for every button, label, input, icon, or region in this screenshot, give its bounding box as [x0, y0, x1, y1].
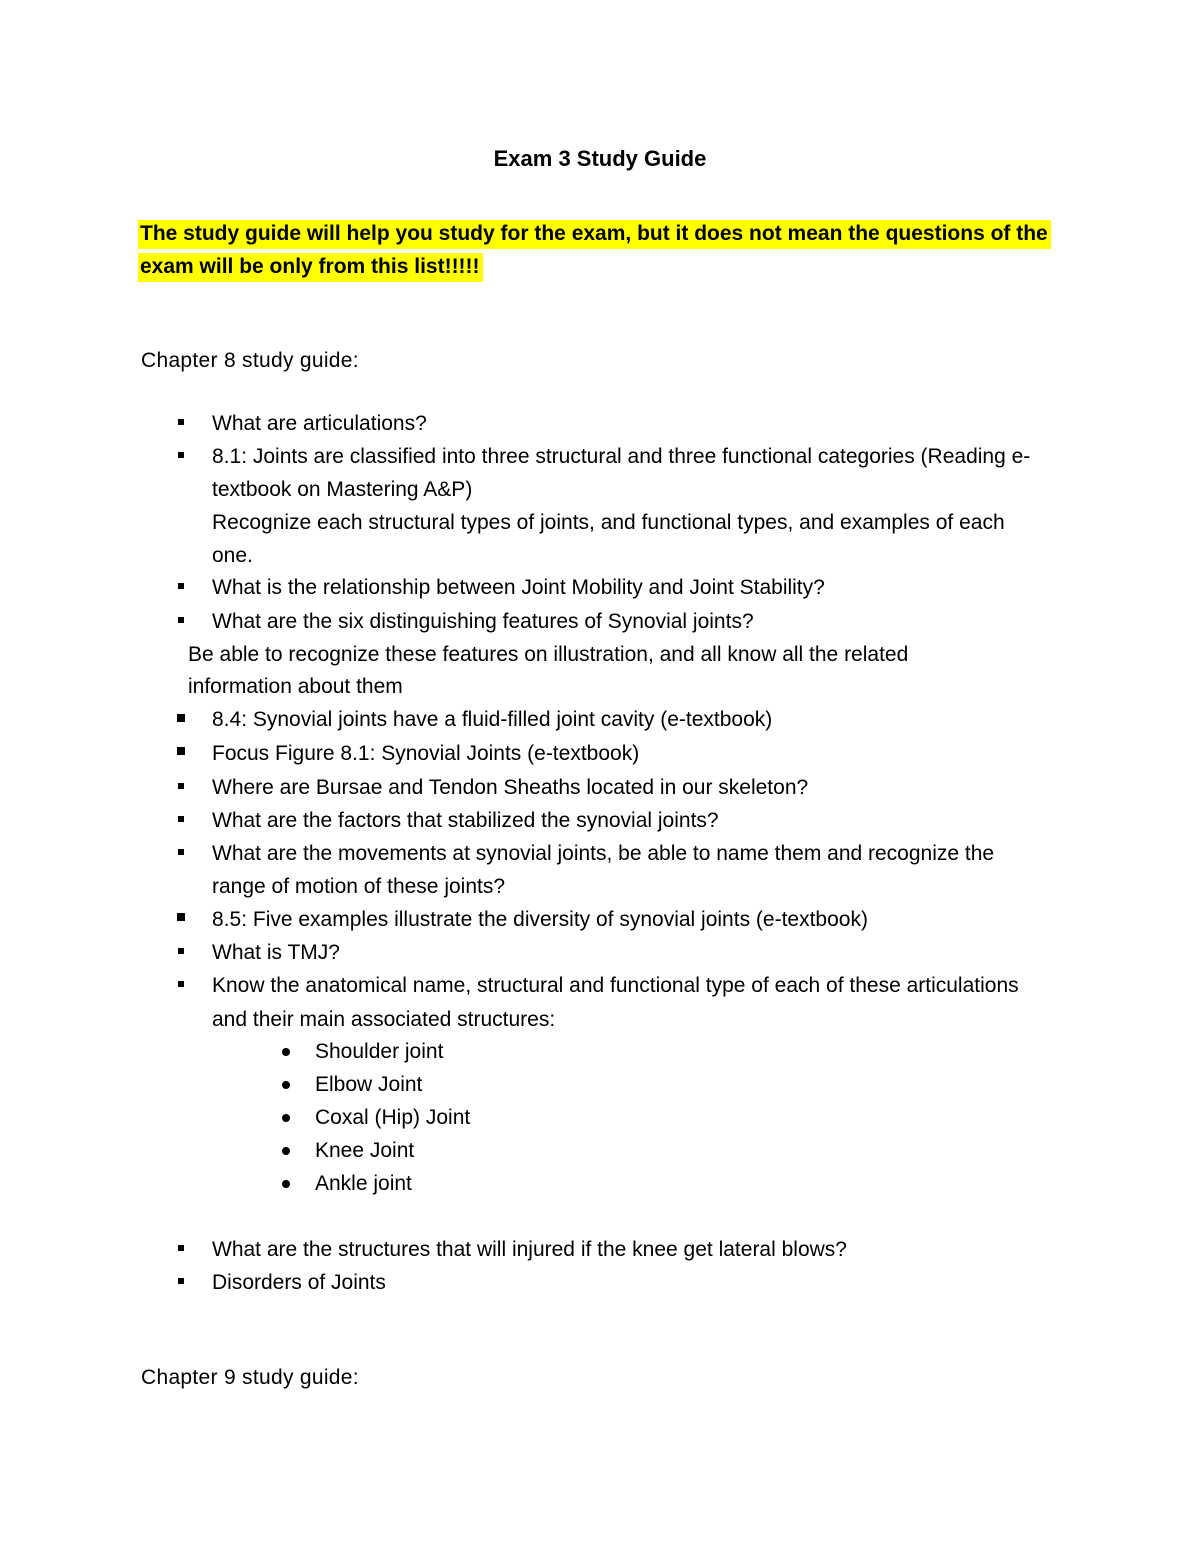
sub-list-item: Shoulder joint: [315, 1040, 444, 1063]
bullet-square-icon: [178, 1245, 184, 1251]
list-item: What is TMJ?: [212, 941, 340, 964]
list-item-continuation: and their main associated structures:: [212, 1008, 556, 1031]
list-item: Disorders of Joints: [212, 1271, 386, 1294]
sub-list-item: Knee Joint: [315, 1139, 415, 1162]
bullet-dot-icon: [282, 1180, 290, 1188]
list-item: What are the structures that will injured if the knee get lateral blows?: [212, 1238, 847, 1261]
sub-list-item: Elbow Joint: [315, 1073, 423, 1096]
list-note: Be able to recognize these features on illustration, and all know all the related: [188, 643, 909, 666]
bullet-square-icon: [177, 913, 185, 921]
bullet-square-icon: [178, 1278, 184, 1284]
list-item: 8.1: Joints are classified into three structural and three functional categories (Reading e-: [212, 445, 1031, 468]
sub-list-item: Ankle joint: [315, 1172, 412, 1195]
list-item: Know the anatomical name, structural and functional type of each of these articulations: [212, 974, 1019, 997]
bullet-square-icon: [178, 452, 184, 458]
list-item-continuation: range of motion of these joints?: [212, 875, 506, 898]
list-item: 8.5: Five examples illustrate the diversity of synovial joints (e-textbook): [212, 908, 868, 931]
bullet-square-icon: [178, 419, 184, 425]
notice-line-2: [138, 255, 483, 279]
list-item: What are the movements at synovial joints, be able to name them and recognize the: [212, 842, 995, 865]
bullet-square-icon: [178, 849, 184, 855]
list-item: 8.4: Synovial joints have a fluid-filled joint cavity (e-textbook): [212, 708, 773, 731]
list-item: What are the factors that stabilized the synovial joints?: [212, 809, 719, 832]
sub-list-item: Coxal (Hip) Joint: [315, 1106, 471, 1129]
bullet-square-icon: [178, 783, 184, 789]
bullet-square-icon: [178, 816, 184, 822]
bullet-dot-icon: [282, 1114, 290, 1122]
bullet-square-icon: [177, 747, 185, 755]
notice-highlight-1: The study guide will help you study for the exam, but it does not mean the questions of the: [138, 220, 1051, 249]
bullet-square-icon: [177, 714, 185, 722]
list-item-continuation: textbook on Mastering A&P): [212, 478, 473, 501]
list-item: What is the relationship between Joint Mobility and Joint Stability?: [212, 576, 825, 599]
bullet-square-icon: [178, 981, 184, 987]
document-title: Exam 3 Study Guide: [493, 146, 707, 171]
chapter-9-heading: Chapter 9 study guide:: [141, 1366, 359, 1389]
bullet-square-icon: [178, 583, 184, 589]
bullet-square-icon: [178, 948, 184, 954]
list-item: Focus Figure 8.1: Synovial Joints (e-textbook): [212, 742, 640, 765]
list-note-continuation: information about them: [188, 675, 403, 698]
list-item: What are articulations?: [212, 412, 427, 435]
bullet-dot-icon: [282, 1048, 290, 1056]
notice-line-1: [138, 222, 1051, 246]
notice-highlight-2: exam will be only from this list!!!!!: [138, 253, 483, 282]
bullet-dot-icon: [282, 1081, 290, 1089]
list-item-continuation: one.: [212, 544, 253, 567]
list-item: What are the six distinguishing features of Synovial joints?: [212, 610, 754, 633]
chapter-8-heading: Chapter 8 study guide:: [141, 349, 359, 372]
bullet-square-icon: [178, 617, 184, 623]
list-item-note: Recognize each structural types of joints, and functional types, and examples of each: [212, 511, 1005, 534]
list-item: Where are Bursae and Tendon Sheaths located in our skeleton?: [212, 776, 809, 799]
bullet-dot-icon: [282, 1147, 290, 1155]
